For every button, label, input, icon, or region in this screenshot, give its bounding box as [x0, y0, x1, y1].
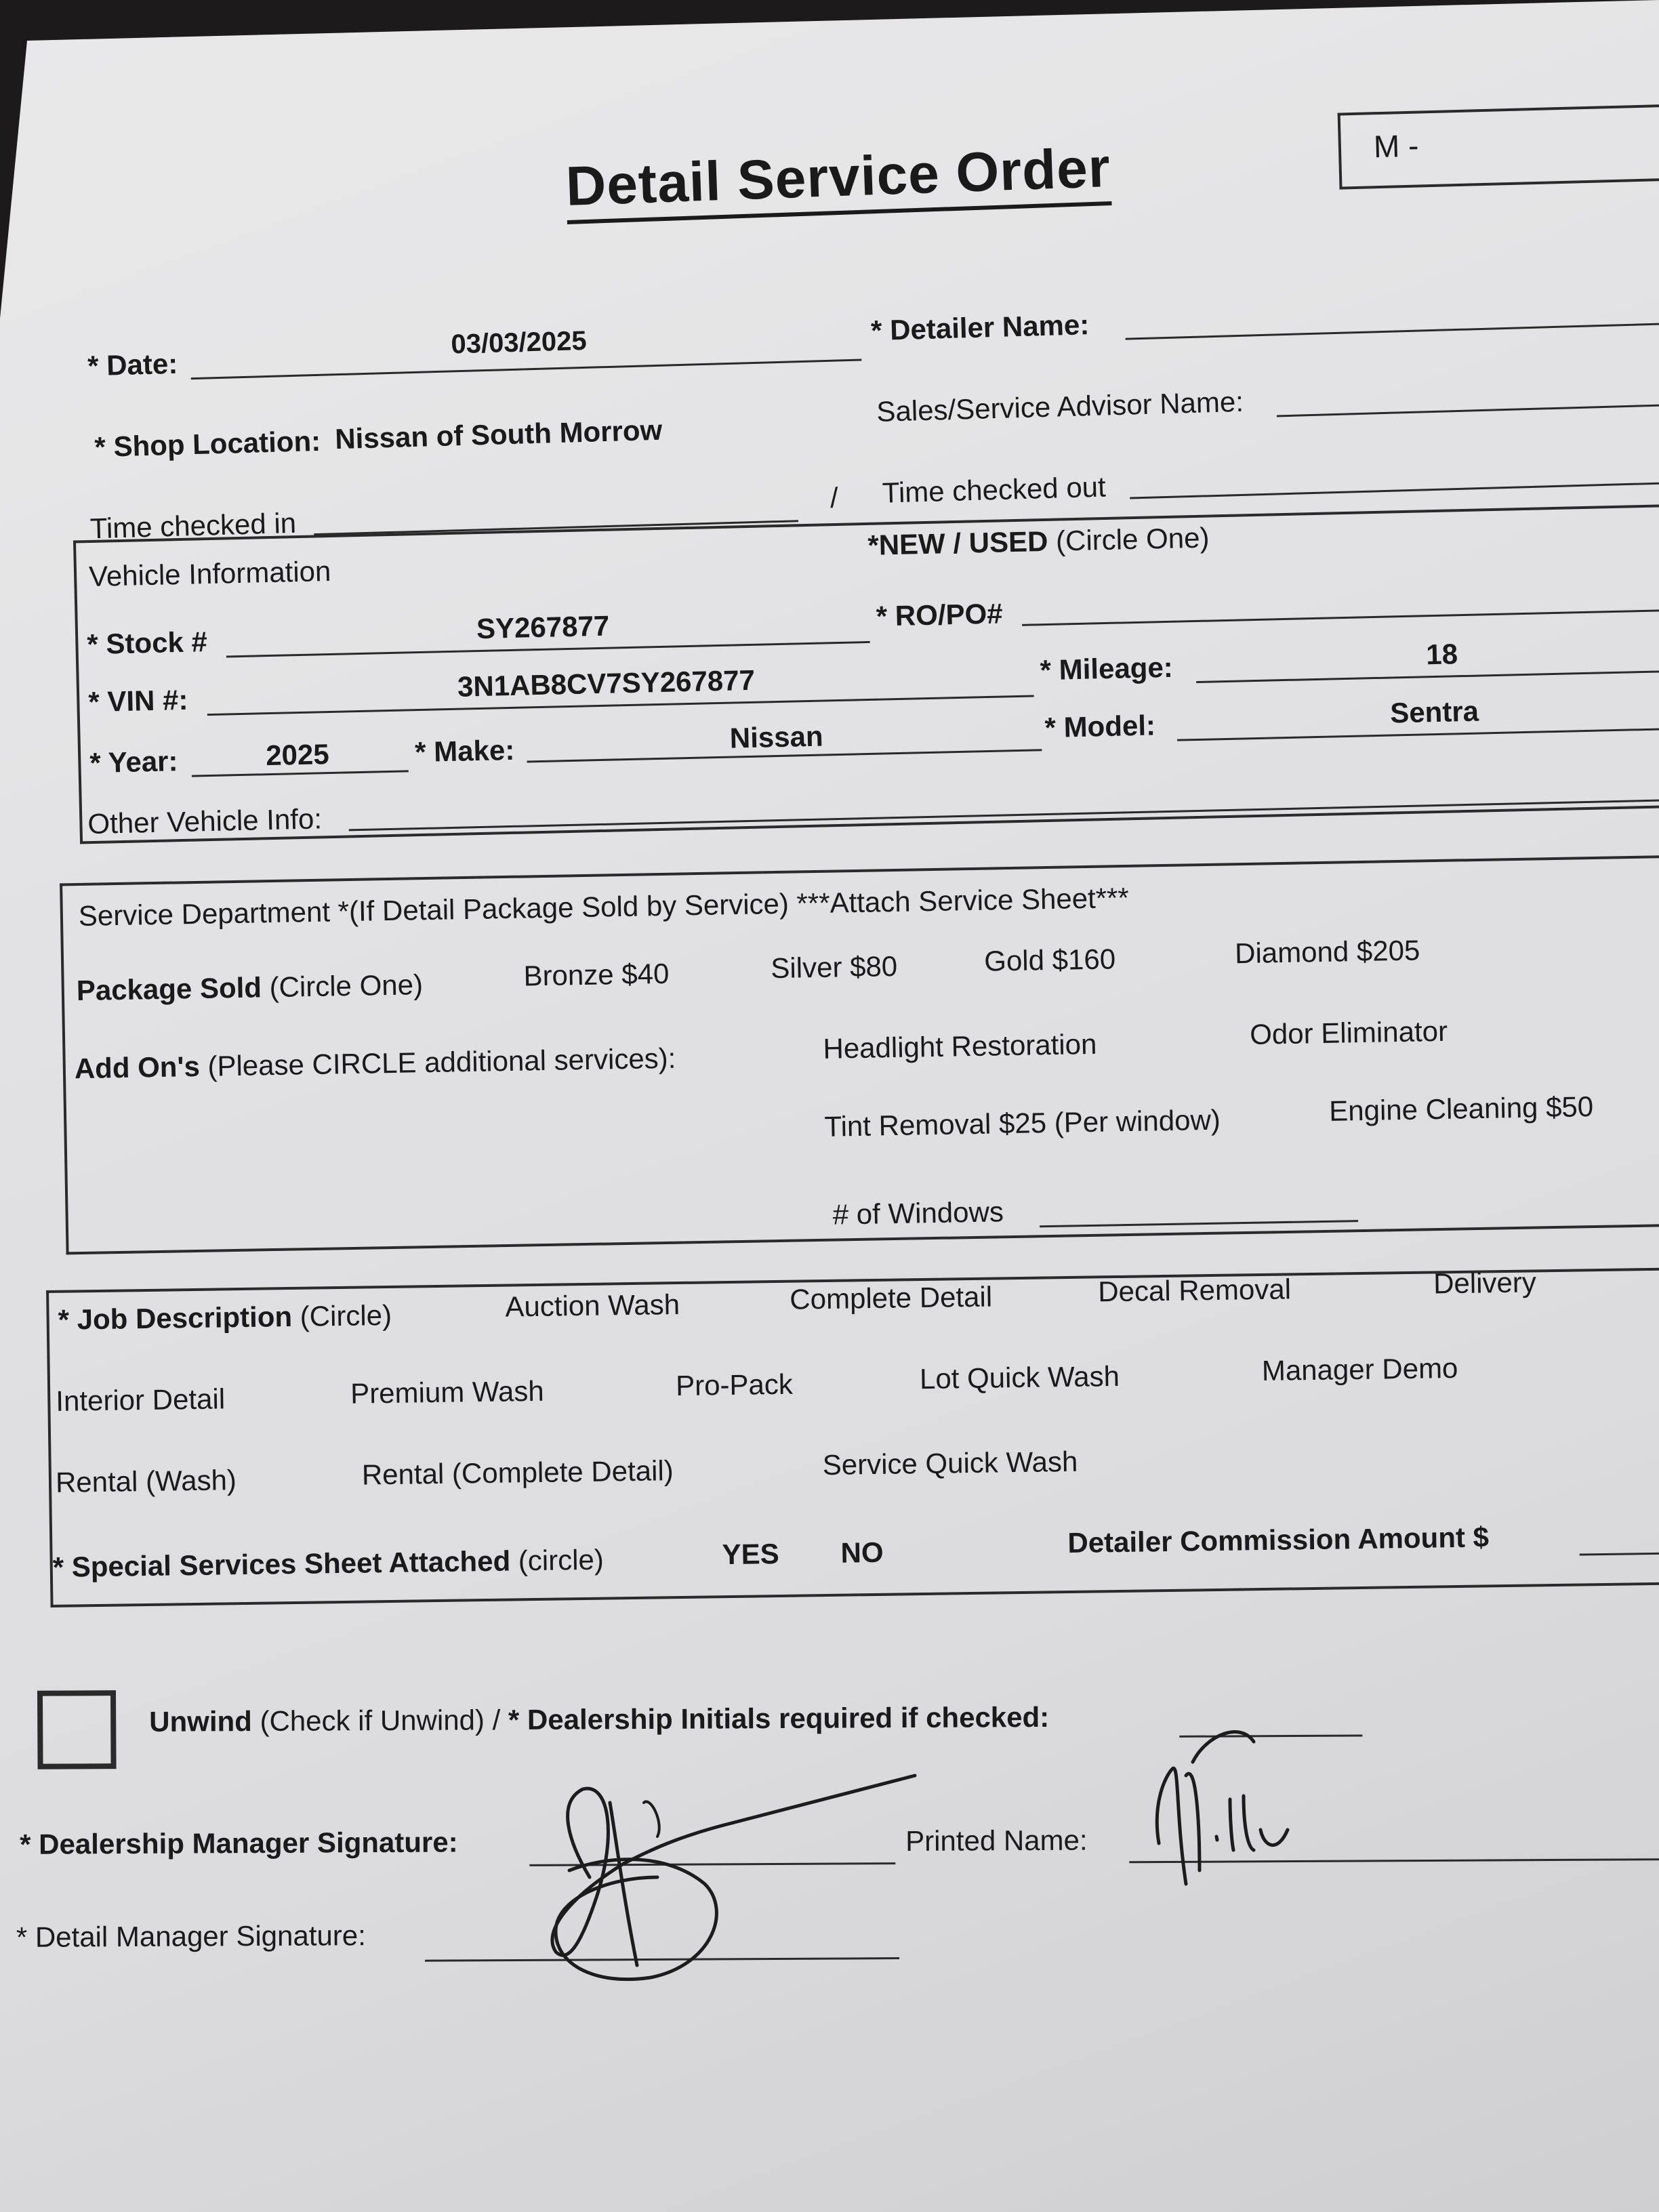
- unwind-label: Unwind (Check if Unwind) / * Dealership Initials required if checked:: [149, 1700, 1050, 1738]
- job-manager-demo[interactable]: Manager Demo: [1261, 1351, 1458, 1387]
- package-bronze[interactable]: Bronze $40: [523, 957, 670, 992]
- addon-odor[interactable]: Odor Eliminator: [1249, 1015, 1448, 1050]
- job-rental-complete[interactable]: Rental (Complete Detail): [361, 1454, 674, 1491]
- year-label: * Year:: [89, 745, 178, 779]
- unwind-checkbox[interactable]: [37, 1690, 117, 1769]
- job-lot-quick-wash[interactable]: Lot Quick Wash: [919, 1359, 1120, 1395]
- package-label: Package Sold (Circle One): [76, 968, 424, 1007]
- make-label: * Make:: [414, 733, 515, 769]
- job-rental-wash[interactable]: Rental (Wash): [55, 1464, 237, 1498]
- special-yes[interactable]: YES: [722, 1537, 779, 1571]
- model-label: * Model:: [1044, 709, 1156, 744]
- vehicle-section-label: Vehicle Information: [88, 554, 331, 593]
- special-services-label: * Special Services Sheet Attached (circle): [52, 1543, 605, 1583]
- mileage-value[interactable]: 18: [1425, 638, 1458, 671]
- other-info-label: Other Vehicle Info:: [87, 802, 323, 840]
- date-label: * Date:: [87, 347, 178, 382]
- job-pro-pack[interactable]: Pro-Pack: [675, 1368, 794, 1402]
- make-value[interactable]: Nissan: [729, 720, 824, 754]
- stock-value[interactable]: SY267877: [476, 609, 610, 645]
- addons-label: Add On's (Please CIRCLE additional services):: [74, 1042, 676, 1085]
- vin-value[interactable]: 3N1AB8CV7SY267877: [457, 663, 756, 703]
- job-auction-wash[interactable]: Auction Wash: [505, 1288, 680, 1323]
- package-diamond[interactable]: Diamond $205: [1234, 934, 1420, 970]
- new-used-field[interactable]: *NEW / USED (Circle One): [867, 521, 1210, 561]
- ro-po-label: * RO/PO#: [876, 597, 1004, 632]
- printed-name-label: Printed Name:: [905, 1824, 1088, 1858]
- addon-tint[interactable]: Tint Removal $25 (Per window): [824, 1103, 1221, 1143]
- form-title: Detail Service Order: [565, 136, 1111, 224]
- printed-name-drawing: [1145, 1721, 1349, 1898]
- year-value[interactable]: 2025: [265, 738, 330, 772]
- mileage-label: * Mileage:: [1040, 651, 1174, 687]
- commission-label: Detailer Commission Amount $: [1067, 1521, 1490, 1559]
- job-interior-detail[interactable]: Interior Detail: [56, 1382, 226, 1417]
- time-out-label: Time checked out: [882, 470, 1107, 509]
- job-delivery[interactable]: Delivery: [1433, 1266, 1537, 1300]
- detailer-name-label: * Detailer Name:: [870, 308, 1090, 347]
- detail-sig-label: * Detail Manager Signature:: [16, 1919, 366, 1953]
- shop-location-value[interactable]: Nissan of South Morrow: [334, 413, 663, 455]
- job-label: * Job Description (Circle): [58, 1298, 392, 1336]
- package-gold[interactable]: Gold $160: [983, 943, 1116, 977]
- job-premium-wash[interactable]: Premium Wash: [350, 1374, 545, 1410]
- date-value[interactable]: 03/03/2025: [450, 325, 588, 360]
- job-service-quick-wash[interactable]: Service Quick Wash: [822, 1445, 1078, 1481]
- time-slash: /: [830, 481, 839, 514]
- addon-engine[interactable]: Engine Cleaning $50: [1328, 1090, 1594, 1127]
- time-in-label: Time checked in: [89, 506, 297, 545]
- special-no[interactable]: NO: [840, 1536, 884, 1569]
- windows-label: # of Windows: [832, 1195, 1004, 1231]
- job-decal-removal[interactable]: Decal Removal: [1097, 1273, 1292, 1308]
- model-value[interactable]: Sentra: [1389, 695, 1479, 729]
- shop-location-label: * Shop Location:: [94, 424, 321, 464]
- package-silver[interactable]: Silver $80: [771, 949, 898, 985]
- advisor-label: Sales/Service Advisor Name:: [876, 385, 1244, 428]
- service-dept-label: Service Department *(If Detail Package Sold by Service) ***Attach Service Sheet***: [78, 881, 1130, 932]
- dealer-signature-drawing: [529, 1762, 949, 1992]
- dealer-sig-label: * Dealership Manager Signature:: [20, 1826, 458, 1860]
- order-prefix: M -: [1373, 127, 1420, 165]
- addon-headlight[interactable]: Headlight Restoration: [823, 1027, 1097, 1065]
- stock-label: * Stock #: [86, 626, 208, 661]
- vin-label: * VIN #:: [87, 683, 188, 718]
- job-complete-detail[interactable]: Complete Detail: [790, 1280, 993, 1315]
